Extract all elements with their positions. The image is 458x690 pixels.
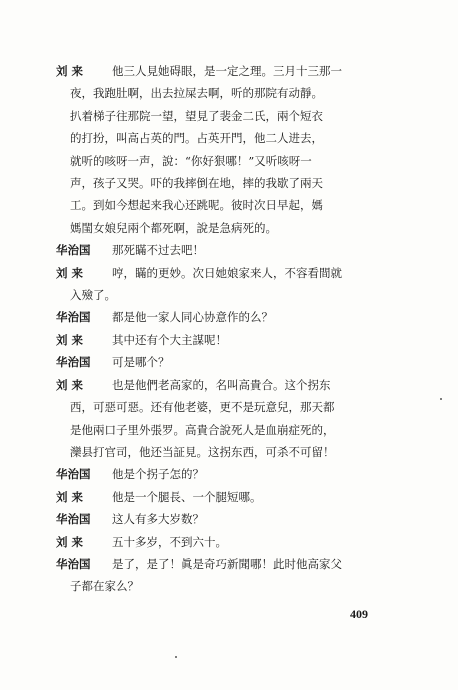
scan-speck: [440, 398, 442, 400]
speaker-name: 刘 来: [56, 489, 84, 504]
speech-line: 媽閨女娘兒兩个都死啊，說是急病死的。: [70, 220, 277, 235]
speech-line: 扒着梯子往那院一望，望見了裴金二氏，兩个短衣: [70, 108, 323, 123]
speech-line: 他三人見她碍眼，是一定之理。三月十三那一: [112, 64, 342, 78]
speech-line: 入殮了。: [70, 288, 116, 303]
dialogue-entry: [56, 531, 406, 553]
speaker-name: 刘 来: [56, 332, 84, 347]
speaker-name: 华治国: [56, 512, 91, 527]
speaker-name: 华治国: [56, 556, 91, 571]
dialogue-entry: [56, 60, 406, 239]
speech-line: 可是哪个？: [112, 355, 170, 370]
speech-line: 这人有多大岁数？: [112, 512, 204, 527]
speech-line: 是他兩口子里外張罗。高貴合說死人是血崩症死的，: [70, 422, 335, 437]
speech-line: 夜，我跑肚啊，出去拉屎去啊，听的那院有动靜。: [70, 86, 323, 101]
speech-line: 的打扮，叫高占英的門。占英开門，他二人进去，: [70, 131, 323, 146]
speech-line: 哼，瞞的更妙。次日她娘家来人，不容看間就: [112, 265, 342, 280]
speech-line: 是了，是了！眞是奇巧新聞哪！此时他高家父: [112, 556, 342, 571]
dialogue-entry: [56, 553, 406, 598]
speech-line: 其中还有个大主謀呢！: [112, 332, 227, 347]
speaker-name: 刘 来: [56, 64, 84, 78]
dialogue-entry: [56, 486, 406, 508]
speech-line: 都是他一家人同心协意作的么？: [112, 310, 273, 325]
speech-line: 西，可惡可惡。还有他老婆，更不是玩意兒，那天都: [70, 400, 335, 415]
dialogue-entry: [56, 306, 406, 328]
speech-line: 子都在家么？: [70, 579, 139, 594]
speech-line: 也是他們老高家的，名叫高貴合。这个拐东: [112, 377, 331, 392]
dialogue-entry: [56, 374, 406, 464]
dialogue-entry: [56, 351, 406, 373]
speaker-name: 刘 来: [56, 377, 84, 392]
speech-line: 就听的咳呀一声，說：“你好狠哪！”又听咳呀一: [70, 153, 312, 168]
speech-line: 他是个拐子怎的？: [112, 467, 204, 482]
speaker-name: 华治国: [56, 310, 91, 325]
script-dialogue: [56, 60, 406, 598]
page-number: 409: [350, 607, 368, 621]
scan-speck: [175, 656, 177, 658]
dialogue-entry: [56, 239, 406, 261]
speaker-name: 刘 来: [56, 265, 84, 280]
dialogue-entry: [56, 329, 406, 351]
speech-line: 工。到如今想起来我心还跳呢。彼时次日早起，媽: [70, 198, 323, 213]
speaker-name: 华治国: [56, 467, 91, 482]
speech-line: 那死瞞不过去吧！: [112, 243, 204, 258]
speech-line: 声，孩子又哭。吓的我摔倒在地，摔的我歇了兩天: [70, 176, 323, 191]
dialogue-entry: [56, 463, 406, 485]
speech-line: 五十多岁，不到六十。: [112, 534, 227, 549]
speaker-name: 华治国: [56, 243, 91, 258]
speech-line: 他是一个腿長、一个腿短哪。: [112, 489, 262, 504]
speaker-name: 华治国: [56, 355, 91, 370]
dialogue-entry: [56, 262, 406, 307]
speaker-name: 刘 来: [56, 534, 84, 549]
speech-line: 灤县打官司，他还当証見。这拐东西，可杀不可留！: [70, 444, 335, 459]
dialogue-entry: [56, 508, 406, 530]
